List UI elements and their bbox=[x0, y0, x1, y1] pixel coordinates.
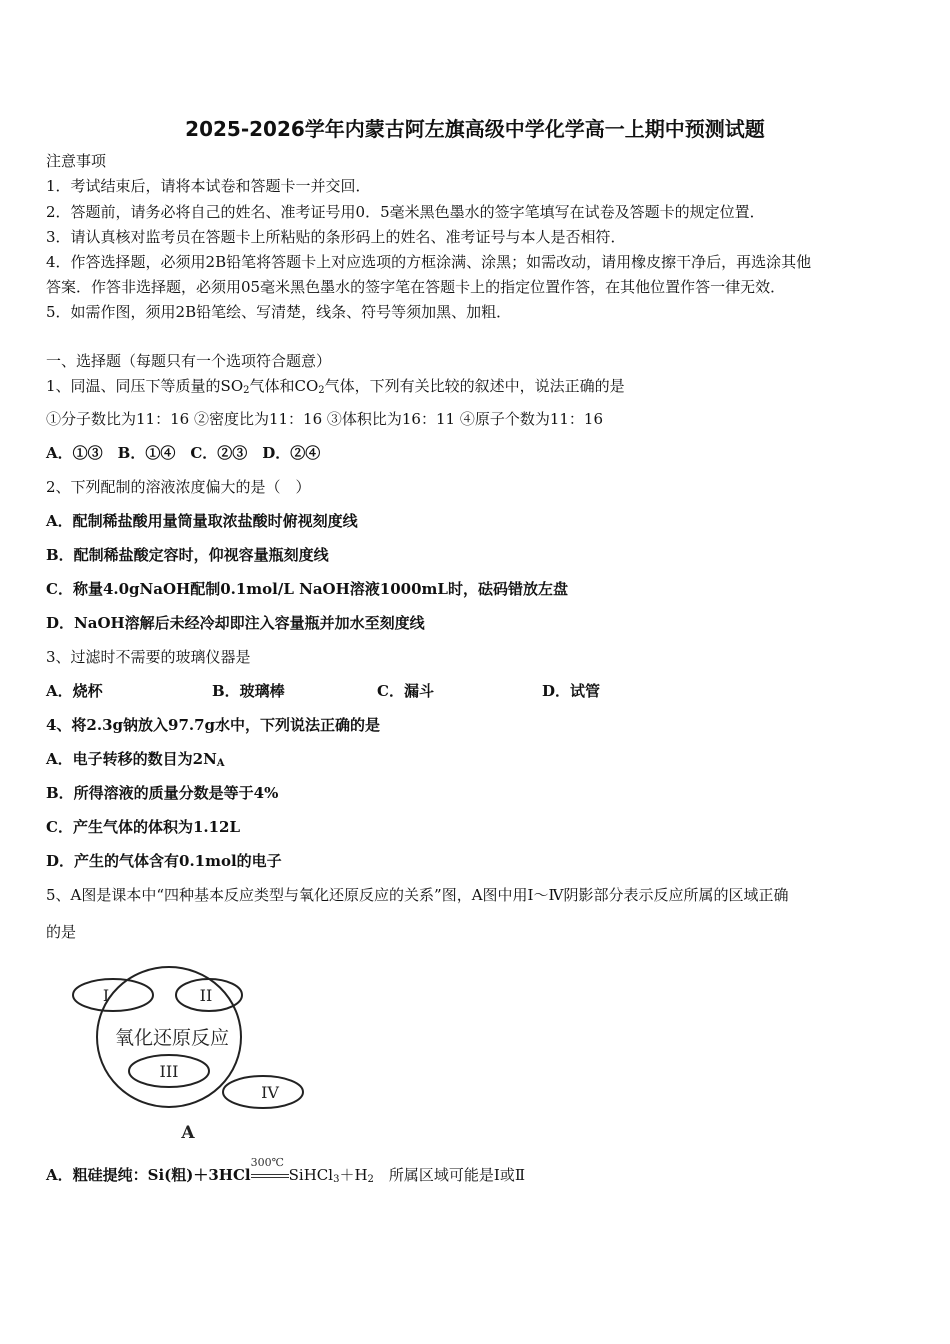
q3-option-a: A．烧杯 bbox=[46, 682, 103, 700]
reaction-venn-diagram bbox=[66, 960, 316, 1145]
exam-title: 2025-2026学年内蒙古阿左旗高级中学化学高一上期中预测试题 bbox=[185, 117, 765, 141]
q4-option-a-sub: A bbox=[216, 758, 225, 769]
q5-option-a-plus: ＋H bbox=[339, 1166, 368, 1184]
q1-stem-c: 气体，下列有关比较的叙述中，说法正确的是 bbox=[324, 377, 625, 395]
q5-sub-2: 2 bbox=[367, 1174, 374, 1185]
q3-stem: 3、过滤时不需要的玻璃仪器是 bbox=[46, 648, 251, 666]
notice-item-2: 2．答题前，请务必将自己的姓名、准考证号用0．5毫米黑色墨水的签字笔填写在试卷及答题卡的规定位置． bbox=[46, 203, 765, 221]
q4-option-b: B．所得溶液的质量分数是等于4% bbox=[46, 784, 279, 802]
q2-option-c: C．称量4.0gNaOH配制0.1mol/L NaOH溶液1000mL时，砝码错放左盘 bbox=[46, 580, 568, 598]
q3-option-b: B．玻璃棒 bbox=[212, 682, 285, 700]
q5-option-a-pre: A．粗硅提纯：Si(粗)＋3HCl bbox=[46, 1166, 251, 1184]
q5-option-a bbox=[46, 1156, 526, 1190]
q4-option-a bbox=[46, 749, 225, 774]
notice-item-4-cont: 答案．作答非选择题，必须用05毫米黑色墨水的签字笔在答题卡上的指定位置作答，在其他位置作答一律无效． bbox=[46, 278, 786, 296]
q5-stem-line-2: 的是 bbox=[46, 923, 77, 941]
q1-stem-a: 1、同温、同压下等质量的SO bbox=[46, 377, 244, 395]
q2-stem: 2、下列配制的溶液浓度偏大的是（ ） bbox=[46, 478, 311, 496]
notice-item-4: 4．作答选择题，必须用2B铅笔将答题卡上对应选项的方框涂满、涂黑；如需改动，请用橡皮擦干净后，再选涂其他 bbox=[46, 253, 812, 271]
q2-option-a: A．配制稀盐酸用量筒量取浓盐酸时俯视刻度线 bbox=[46, 512, 358, 530]
q1-sub-2: 2 bbox=[318, 385, 325, 396]
q1-statements: ①分子数比为11：16 ②密度比为11：16 ③体积比为16：11 ④原子个数为11：16 bbox=[46, 410, 604, 428]
notice-item-1: 1．考试结束后，请将本试卷和答题卡一并交回． bbox=[46, 177, 371, 195]
region-2-label: II bbox=[199, 986, 213, 1005]
q1-sub-1: 2 bbox=[243, 385, 250, 396]
notice-item-3: 3．请认真核对监考员在答题卡上所粘贴的条形码上的姓名、准考证号与本人是否相符． bbox=[46, 228, 626, 246]
region-1-label: I bbox=[102, 986, 110, 1005]
region-3-label: III bbox=[159, 1062, 179, 1081]
q3-option-d: D．试管 bbox=[542, 682, 601, 700]
q4-option-d: D．产生的气体含有0.1mol的电子 bbox=[46, 852, 282, 870]
redox-label: 氧化还原反应 bbox=[114, 1027, 230, 1049]
notice-item-5: 5．如需作图，须用2B铅笔绘、写清楚，线条、符号等须加黑、加粗． bbox=[46, 303, 512, 321]
q4-option-a-text: A．电子转移的数目为2N bbox=[46, 750, 217, 768]
q5-option-a-post: 所属区域可能是Ⅰ或Ⅱ bbox=[373, 1166, 526, 1184]
notice-heading: 注意事项 bbox=[46, 152, 107, 170]
section-heading: 一、选择题（每题只有一个选项符合题意） bbox=[46, 352, 332, 370]
q3-option-c: C．漏斗 bbox=[377, 682, 434, 700]
region-1-ellipse bbox=[73, 979, 153, 1011]
q4-option-c: C．产生气体的体积为1.12L bbox=[46, 818, 241, 836]
q2-option-d: D．NaOH溶解后未经冷却即注入容量瓶并加水至刻度线 bbox=[46, 614, 425, 632]
q2-option-b: B．配制稀盐酸定容时，仰视容量瓶刻度线 bbox=[46, 546, 329, 564]
q1-stem bbox=[46, 376, 625, 401]
reaction-condition bbox=[250, 1156, 289, 1185]
q1-options: A．①③ B．①④ C．②③ D．②④ bbox=[46, 444, 321, 462]
q4-stem: 4、将2.3g钠放入97.7g水中，下列说法正确的是 bbox=[46, 716, 381, 734]
diagram-caption: A bbox=[181, 1123, 195, 1143]
q5-sub-3: 3 bbox=[333, 1174, 340, 1185]
reaction-condition-label: 300℃ bbox=[250, 1156, 284, 1169]
q1-stem-b: 气体和CO bbox=[249, 377, 319, 395]
equals-sign bbox=[251, 1174, 289, 1178]
q5-stem-line-1: 5、A图是课本中“四种基本反应类型与氧化还原反应的关系”图，A图中用Ⅰ～Ⅳ阴影部分表示反应所属的区域正确 bbox=[46, 886, 789, 904]
region-4-label: IV bbox=[261, 1083, 279, 1102]
q5-option-a-mid: SiHCl bbox=[288, 1166, 334, 1184]
